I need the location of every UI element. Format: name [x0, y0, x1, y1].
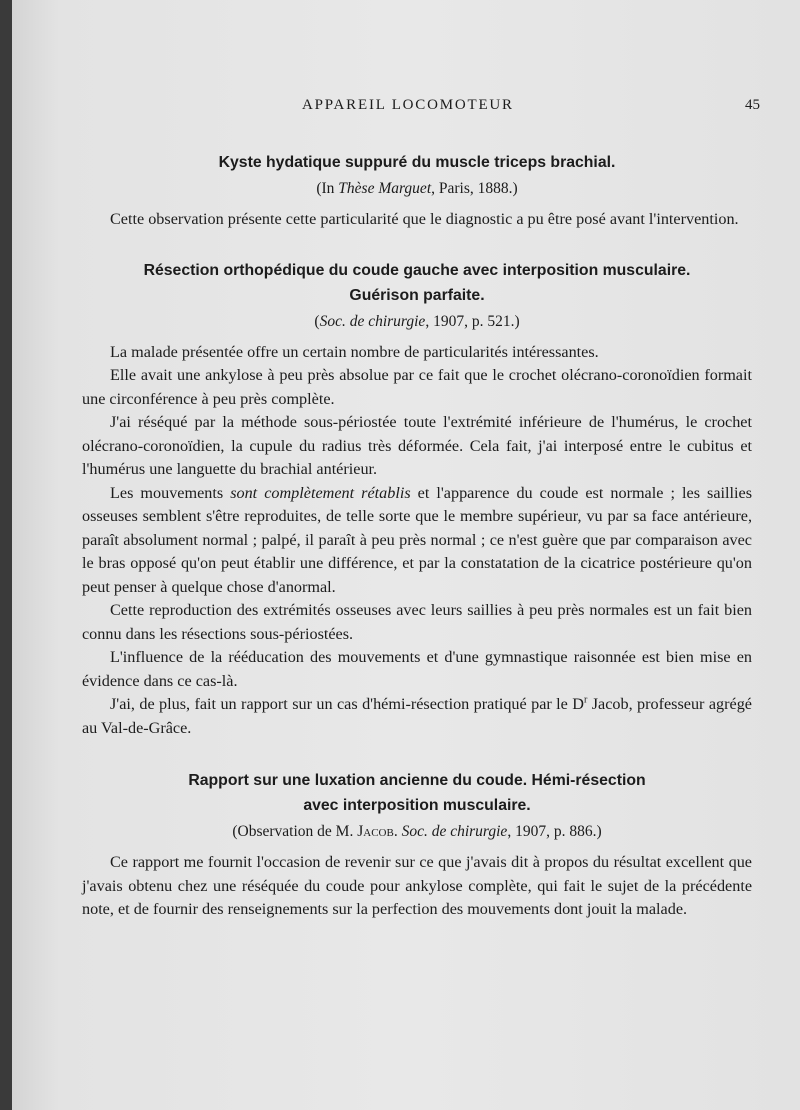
section-title	[82, 258, 752, 308]
section-title-line: Kyste hydatique suppuré du muscle triceps brachial.	[218, 154, 616, 171]
text-run: Jacob, professeur agrégé au Val-de-Grâce.	[82, 695, 752, 737]
paragraph: Elle avait une ankylose à peu près absolue par ce fait que le crochet olécrano-coronoïdien formait une circonférence à peu près complète.	[82, 366, 752, 408]
page-number: 45	[745, 97, 760, 113]
citation-suffix: , 1907, p. 521.)	[425, 312, 520, 330]
text-run: J'ai, de plus, fait un rapport sur un cas d'hémi-résection pratiqué par le D	[110, 695, 584, 713]
citation-work: Soc. de chirurgie	[319, 312, 426, 330]
running-title: APPAREIL LOCOMOTEUR	[302, 97, 514, 113]
text-run: et l'apparence du coude est normale ; les saillies osseuses semblent s'être reproduites, de telle sorte que le membre supérieur, vu par sa face antérieure, paraît absolument normal ; palpé, il paraît à peu près normal ; ce n'est guère que par comparaison avec le bras opposé qu'on peut établir une différence, et par la constatation de la cicatrice postérieure qu'on peut penser à quelque chose d'anormal.	[82, 483, 752, 596]
paragraph: Ce rapport me fournit l'occasion de revenir sur ce que j'avais dit à propos du résultat excellent que j'avais obtenu chez une réséquée du coude pour ankylose complète, qui fait le sujet de la précédente note, et de fournir des renseignements sur la perfection des mouvements dont jouit la malade.	[82, 853, 752, 918]
paragraph: Cette reproduction des extrémités osseuses avec leurs saillies à peu près normales est un fait bien connu dans les résections sous-périostées.	[82, 601, 752, 643]
section-title	[82, 768, 752, 818]
source-citation	[82, 821, 752, 843]
citation-prefix: (	[314, 312, 320, 330]
section-kyste-hydatique	[82, 150, 752, 232]
section-title	[82, 150, 752, 175]
citation-suffix: , 1907, p. 886.)	[507, 823, 602, 840]
citation-prefix: (Observation de M.	[232, 823, 358, 840]
paragraph	[82, 482, 752, 600]
citation-work: Soc. de chirurgie	[401, 823, 508, 840]
text-run: Les mouvements	[110, 483, 231, 502]
paragraph: La malade présentée offre un certain nombre de particularités intéressantes.	[110, 342, 599, 361]
citation-separator: .	[393, 823, 402, 840]
section-title-line: avec interposition musculaire.	[303, 797, 531, 814]
emphasis-run: sont complètement rétablis	[230, 483, 411, 502]
book-page	[12, 0, 800, 1110]
section-title-line: Guérison parfaite.	[349, 286, 485, 304]
paragraph: J'ai réséqué par la méthode sous-périostée toute l'extrémité inférieure de l'humérus, le crochet olécrano-coronoïdien, la cupule du radius très déformée. Cela fait, j'ai interposé entre le cubitus et l'humérus une languette du brachial antérieur.	[82, 413, 752, 478]
section-rapport-luxation	[82, 768, 752, 922]
source-citation	[82, 178, 752, 200]
superscript: r	[583, 694, 588, 706]
citation-prefix: (In	[316, 180, 339, 197]
section-title-line: Résection orthopédique du coude gauche avec interposition musculaire.	[143, 261, 691, 279]
paragraph: Cette observation présente cette particularité que le diagnostic a pu être posé avant l'intervention.	[110, 210, 739, 228]
paragraph	[82, 693, 752, 740]
paragraph: L'influence de la rééducation des mouvements et d'une gymnastique raisonnée est bien mise en évidence dans ce cas-là.	[82, 648, 752, 690]
running-header	[12, 97, 800, 119]
section-resection-orthopedique	[82, 258, 752, 741]
citation-author: Jacob	[357, 823, 394, 840]
citation-suffix: , Paris, 1888.)	[431, 180, 518, 197]
citation-work: Thèse Marguet	[338, 180, 432, 197]
section-title-line: Rapport sur une luxation ancienne du coude. Hémi-résection	[188, 772, 646, 789]
source-citation	[82, 311, 752, 333]
page-body	[82, 150, 752, 922]
